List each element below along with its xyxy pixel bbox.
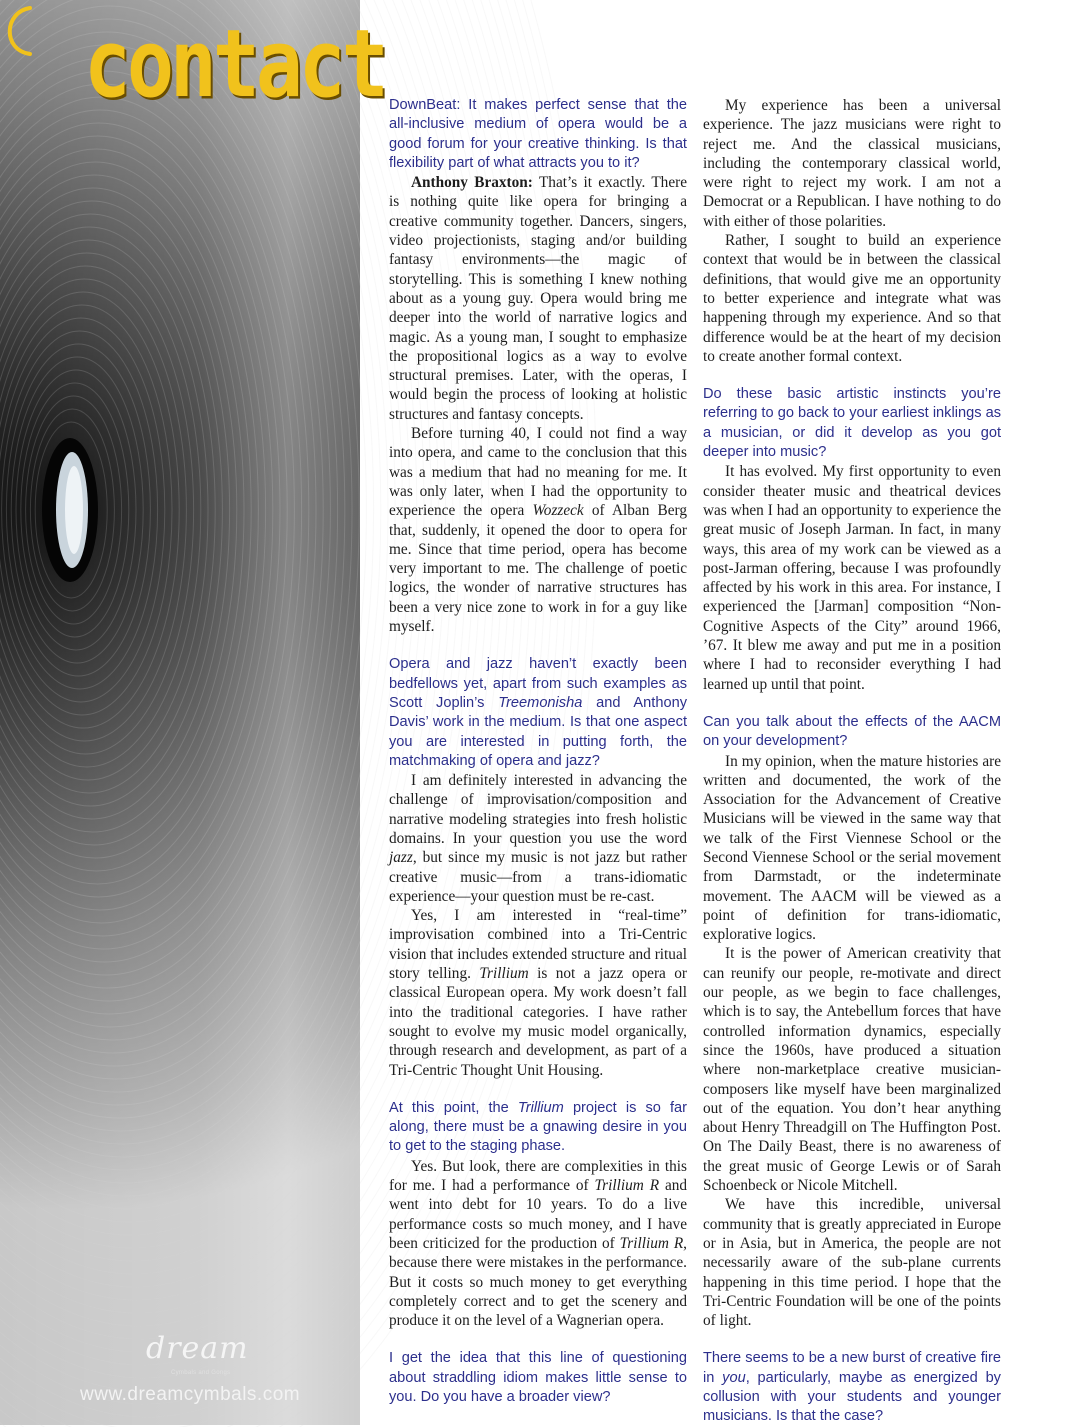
work-title: Wozzeck bbox=[532, 502, 584, 520]
question-paragraph: Can you talk about the effects of the AACM on your development? bbox=[703, 713, 1001, 750]
question-text: project is so far along, there must be a gnawing desire in you to get to the staging phase. bbox=[389, 1099, 688, 1155]
answer-text: I am definitely interested in advancing the challenge of improvisation/composition and narrative modeling strategies into fresh holistic domains. In your question you use the word bbox=[389, 772, 687, 847]
question-text: At this point, the bbox=[389, 1099, 509, 1116]
question-text: Opera and jazz haven’t exactly been bedfellows yet, apart from such examples as Scott Joplin’s bbox=[389, 656, 687, 711]
answer-text: and went into debt for 10 years. To do a live performance costs so much money, and I have been criticized for the production of bbox=[389, 1177, 688, 1252]
emphasis-word: jazz bbox=[389, 849, 413, 867]
work-title: Trillium R bbox=[619, 1234, 684, 1252]
dream-logo-icon bbox=[0, 0, 160, 60]
article-column-right bbox=[703, 96, 1001, 1425]
answer-paragraph: In my opinion, when the mature histories are written and documented, the work of the Association for the Advancement of Creative Musicians will be viewed in the same way that we talk of the First Viennese School or the Second Viennese School or the serial movement from Darmstadt, or the indeterminate movement. The AACM will be viewed as a point of definition for trans-idiomatic, explorative logics. bbox=[703, 752, 1001, 944]
question-paragraph bbox=[389, 655, 687, 771]
answer-text: , but since my music is not jazz but rather creative music—from a trans-idiomatic experience—your question must be re-cast. bbox=[389, 849, 687, 905]
answer-text: is not a jazz opera or classical European opera. My work doesn’t fall into the traditional categories. I have rather sought to evolve my music model organically, through research and development, as part of a Tri-Centric Thought Unit Housing. bbox=[389, 965, 687, 1079]
speaker-label: Anthony Braxton: bbox=[411, 174, 533, 192]
answer-paragraph bbox=[389, 906, 687, 1080]
work-title: Treemonisha bbox=[498, 694, 583, 711]
answer-text: , because there were mistakes in the performance. But it costs so much money to get everything completely correct and to get the scenery and produce it on the level of a Wagnerian opera. bbox=[389, 1234, 687, 1330]
work-title: Trillium bbox=[479, 965, 529, 983]
question-text: There seems to be a new burst of creative fire in bbox=[703, 1350, 1001, 1386]
brand-name: dream bbox=[146, 1331, 249, 1366]
answer-paragraph bbox=[389, 1157, 687, 1331]
answer-paragraph: My experience has been a universal experience. The jazz musicians were right to reject me. And the classical musicians, including the contemporary classical world, were right to reject my work. I am not a Democrat or a Republican. I have nothing to do with either of those polarities. bbox=[703, 97, 1001, 230]
emphasis-word: you bbox=[722, 1369, 746, 1386]
question-paragraph: Do these basic artistic instincts you’re referring to go back to your earliest inklings as a musician, or did it develop as you got deeper into music? bbox=[703, 386, 1001, 461]
question-text: and Anthony Davis’ work in the medium. Is that one aspect you are interested in putting forth, the matchmaking of opera and jazz? bbox=[389, 694, 687, 769]
brand-tagline: Cymbals and Gongs bbox=[171, 1370, 231, 1376]
work-title: Trillium bbox=[517, 1099, 564, 1116]
question-text: , particularly, maybe as energized by collusion with your students and younger musicians. Is that the case? bbox=[703, 1369, 1001, 1425]
answer-text: Before turning 40, I could not find a way into opera, and came to the conclusion that this was a medium that had no meaning for me. It was only later, when I had the opportunity to experience the opera bbox=[389, 425, 687, 520]
question-paragraph bbox=[389, 1099, 687, 1157]
question-text: It makes perfect sense that the all-inclusive medium of opera would be a good forum for your creative thinking. Is that flexibility part of what attracts you to it? bbox=[389, 97, 687, 171]
question-paragraph bbox=[389, 96, 687, 173]
question-paragraph: I get the idea that this line of questioning about straddling idiom makes little sense to you. Do you have a broader view? bbox=[389, 1350, 687, 1405]
contact-heading: contact bbox=[84, 10, 385, 119]
answer-text: Yes. But look, there are complexities in this for me. I had a performance of bbox=[389, 1157, 687, 1195]
answer-paragraph bbox=[389, 424, 687, 636]
answer-paragraph bbox=[389, 173, 687, 424]
answer-text: of Alban Berg that, suddenly, it opened the door to opera for me. Since that time period, opera has become very important to me. The challenge of poetic logics, the wonder of narrative structures has been a very nice zone to work in for a guy like myself. bbox=[389, 502, 688, 636]
website-url[interactable]: www.dreamcymbals.com bbox=[80, 1384, 301, 1405]
advertisement-panel bbox=[0, 0, 385, 1425]
cymbal-closeup-image bbox=[0, 0, 360, 1425]
answer-paragraph: Rather, I sought to build an experience context that would be in between the classical definitions, that would give me an opportunity to better experience and integrate what was happening through my experience. And so that difference would be at the heart of my decision to create another formal context. bbox=[703, 232, 1001, 365]
work-title: Trillium R bbox=[594, 1177, 660, 1195]
answer-paragraph: It has evolved. My first opportunity to even consider theater music and theatrical devices was when I had an opportunity to experience the great music of Joseph Jarman. In fact, in many ways, this area of my work can be viewed as a post-Jarman offering, because I was profoundly affected by his work in this area. For instance, I experienced the [Jarman] composition “Non-Cognitive Aspects of the City” around 1966, ’67. It blew me away and put me in a position where I had to reconsider everything I had learned up until that point. bbox=[703, 463, 1001, 693]
answer-paragraph: It is the power of American creativity that can reunify our people, re-motivate and direct our people, as we begin to face challenges, which is to say, the Antebellum forces that have controlled information dynamics, especially since the 1960s, have produced a situation where non-marketplace creative musician-composers like myself have been marginalized out of the equation. You don’t hear anything about Henry Threadgill on The Huffington Post. On The Daily Beast, there is no awareness of the great music of George Lewis or of Sarah Schoenbeck or Nicole Mitchell. bbox=[703, 945, 1001, 1195]
answer-text: That’s it exactly. There is nothing quite like opera for bringing a creative community together. Dancers, singers, video projectionists, staging and/or building fantasy environments—the magic of storytelling. This is something I knew nothing about as a young guy. Opera would bring me deeper into the world of narrative logics and magic. As a young man, I sought to emphasize the propositional logics as a way to evolve structural premises. Later, with the operas, I would begin the process of looking at holistic structures and fantasy concepts. bbox=[389, 174, 687, 423]
answer-paragraph: We have this incredible, universal community that is greatly appreciated in Europe or in Asia, but in America, the people are not necessarily aware of the sub-plane currents happening in this time period. I hope that the Tri-Centric Foundation will be one of the points of light. bbox=[703, 1196, 1001, 1330]
question-paragraph bbox=[703, 1349, 1001, 1426]
article-column-left bbox=[389, 96, 688, 1405]
answer-paragraph bbox=[389, 771, 687, 906]
interviewer-label: DownBeat: bbox=[389, 97, 461, 113]
answer-text: Yes, I am interested in “real-time” improvisation combined into a Tri-Centric vision that includes extended structure and ritual story telling. bbox=[389, 907, 687, 983]
